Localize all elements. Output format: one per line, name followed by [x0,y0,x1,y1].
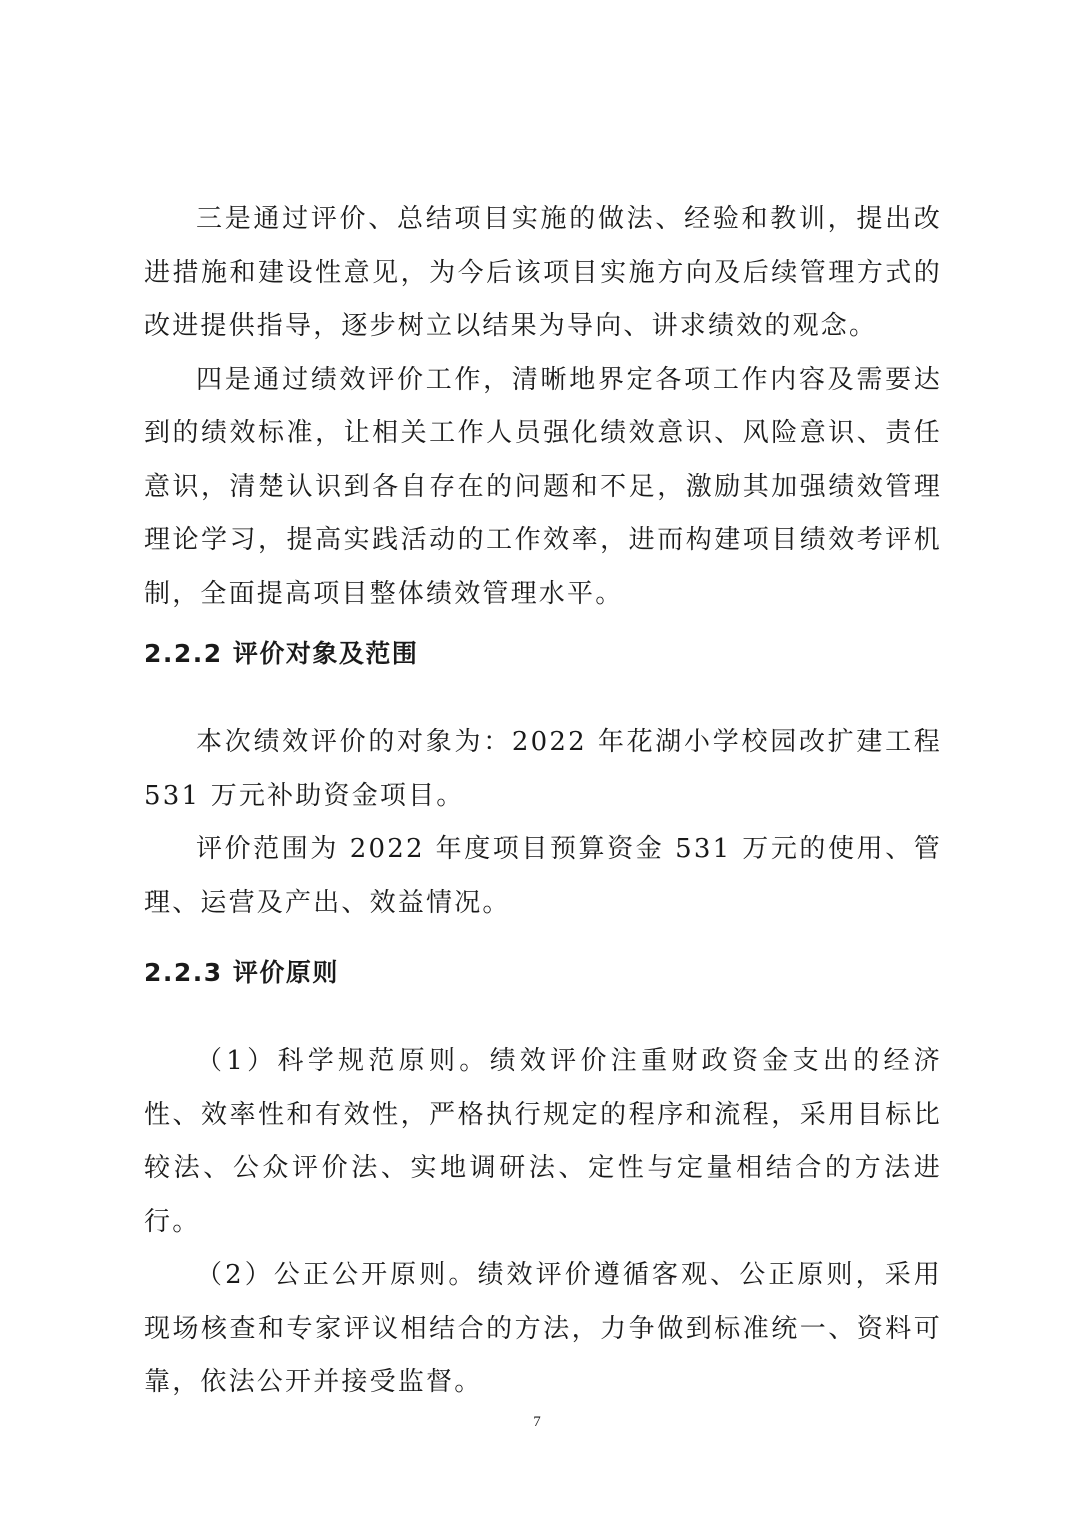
heading-2-2-2: 2.2.2 评价对象及范围 [144,639,419,668]
intro-section [144,193,942,621]
paragraph-principle-2: （2）公正公开原则。绩效评价遵循客观、公正原则，采用现场核查和专家评议相结合的方法，力争做到标准统一、资料可靠，依法公开并接受监督。 [144,1260,942,1397]
heading-2-2-3: 2.2.3 评价原则 [144,958,339,987]
paragraph-goal-three: 三是通过评价、总结项目实施的做法、经验和教训，提出改进措施和建设性意见，为今后该项目实施方向及后续管理方式的改进提供指导，逐步树立以结果为导向、讲求绩效的观念。 [144,204,942,341]
paragraph-goal-four: 四是通过绩效评价工作，清晰地界定各项工作内容及需要达到的绩效标准，让相关工作人员强化绩效意识、风险意识、责任意识，清楚认识到各自存在的问题和不足，激励其加强绩效管理理论学习，提高实践活动的工作效率，进而构建项目绩效考评机制，全面提高项目整体绩效管理水平。 [144,364,942,609]
paragraph-evaluation-object: 本次绩效评价的对象为：2022 年花湖小学校园改扩建工程 531 万元补助资金项目。 [144,727,942,811]
section-2-2-2-body [144,716,942,930]
paragraph-evaluation-scope: 评价范围为 2022 年度项目预算资金 531 万元的使用、管理、运营及产出、效益情况。 [144,834,942,918]
section-2-2-3-body [144,1035,942,1410]
page-number: 7 [533,1414,541,1430]
paragraph-principle-1: （1）科学规范原则。绩效评价注重财政资金支出的经济性、效率性和有效性，严格执行规定的程序和流程，采用目标比较法、公众评价法、实地调研法、定性与定量相结合的方法进行。 [144,1046,942,1237]
